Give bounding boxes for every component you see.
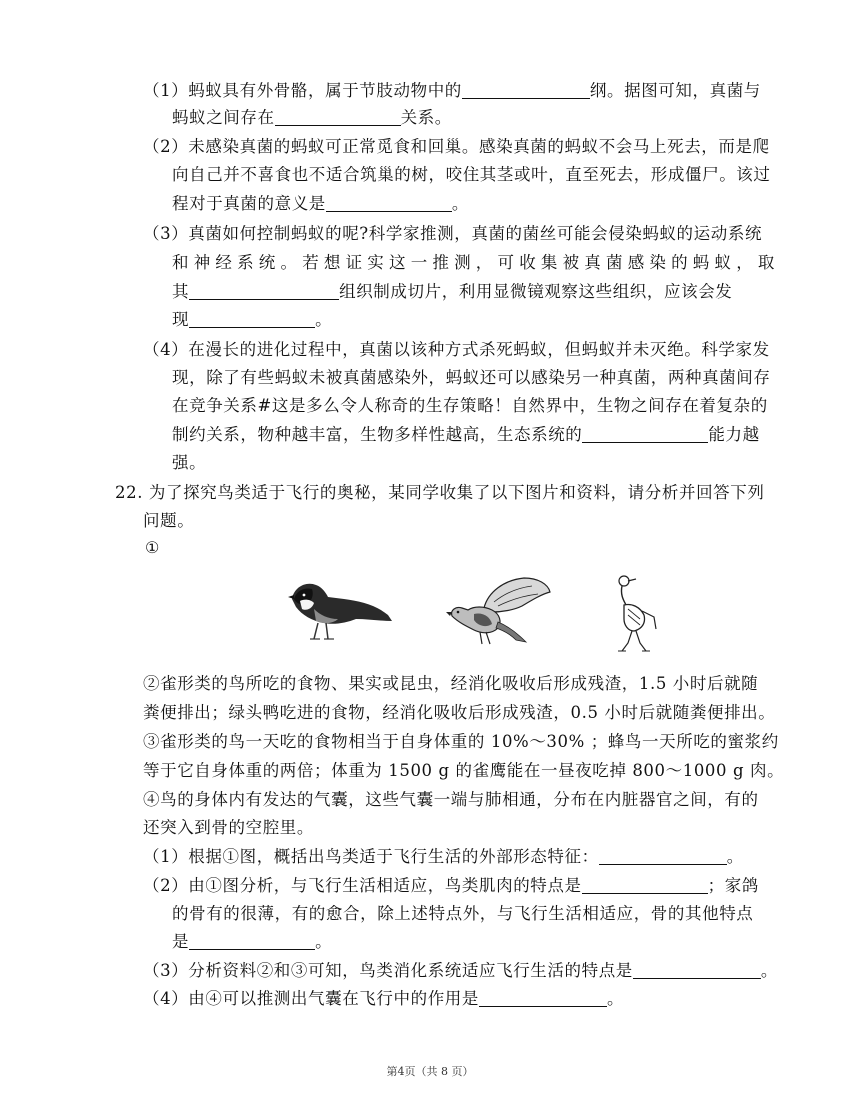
q21-part4-line3: 在竞争关系#这是多么令人称奇的生存策略！自然界中，生物之间存在着复杂的 <box>172 396 768 415</box>
answer-blank[interactable] <box>582 426 708 443</box>
q21-part2-line1: （2）未感染真菌的蚂蚁可正常觅食和回巢。感染真菌的蚂蚁不会马上死去，而是爬 <box>143 137 770 156</box>
answer-blank[interactable] <box>326 195 452 212</box>
songbird-illustration <box>284 575 396 647</box>
q22-stem-line2: 问题。 <box>143 511 195 530</box>
q22-material4-line1: ④鸟的身体内有发达的气囊，这些气囊一端与肺相通，分布在内脏器官之间，有的 <box>143 790 759 809</box>
q22-sub3: （3）分析资料②和③可知，鸟类消化系统适应飞行生活的特点是 。 <box>143 961 779 980</box>
q21-part2-line3: 程对于真菌的意义是 。 <box>172 194 470 213</box>
answer-blank[interactable] <box>479 990 607 1007</box>
q21-part4-line1: （4）在漫长的进化过程中，真菌以该种方式杀死蚂蚁，但蚂蚁并未灭绝。科学家发 <box>143 340 770 359</box>
answer-blank[interactable] <box>189 933 315 950</box>
q22-sub1: （1）根据①图，概括出鸟类适于飞行生活的外部形态特征： 。 <box>143 847 744 866</box>
q21-part3-line4: 现 。 <box>172 310 333 329</box>
q21-part1-line2: 蚂蚁之间存在 关系。 <box>172 108 452 127</box>
q22-material3-line2: 等于它自身体重的两倍；体重为 1500 g 的雀鹰能在一昼夜吃掉 800～1000 g 肉。 <box>143 761 785 780</box>
answer-blank[interactable] <box>189 311 315 328</box>
q22-sub2-line1: （2）由①图分析，与飞行生活相适应，鸟类肌肉的特点是 ；家鸽 <box>143 876 759 895</box>
q22-sub4: （4）由④可以推测出气囊在飞行中的作用是 。 <box>143 989 625 1008</box>
q21-part4-line4: 制约关系，物种越丰富，生物多样性越高，生态系统的 能力越 <box>172 425 760 444</box>
q21-part2-line2: 向自己并不喜食也不适合筑巢的树，咬住其茎或叶，直至死去，形成僵尸。该过 <box>172 165 771 184</box>
q22-material4-line2: 还突入到骨的空腔里。 <box>143 818 314 837</box>
answer-blank[interactable] <box>633 962 761 979</box>
q22-material3-line1: ③雀形类的鸟一天吃的食物相当于自身体重的 10%～30% ；蜂鸟一天所吃的蜜浆约 <box>143 732 779 751</box>
flying-bird-muscle-illustration <box>444 572 552 648</box>
answer-blank[interactable] <box>275 109 401 126</box>
page-footer: 第4页（共 8 页） <box>386 1065 474 1078</box>
answer-blank[interactable] <box>462 82 590 99</box>
q21-part4-line2: 现，除了有些蚂蚁未被真菌感染外，蚂蚁还可以感染另一种真菌，两种真菌间存 <box>172 368 771 387</box>
q21-part4-line5: 强。 <box>172 453 207 472</box>
q21-part3-line3: 其 组织制成切片，利用显微镜观察这些组织，应该会发 <box>172 282 733 301</box>
q22-sub2-line3: 是 。 <box>172 932 333 951</box>
figure-marker: ① <box>145 538 160 557</box>
q21-part1-line1: （1）蚂蚁具有外骨骼，属于节肢动物中的 纲。据图可知，真菌与 <box>143 81 761 100</box>
q21-part3-line1: （3）真菌如何控制蚂蚁的呢?科学家推测，真菌的菌丝可能会侵染蚂蚁的运动系统 <box>143 224 763 243</box>
q22-material2-line2: 粪便排出；绿头鸭吃进的食物，经消化吸收后形成残渣，0.5 小时后就随粪便排出。 <box>143 703 776 722</box>
q22-stem-line1: 22. 为了探究鸟类适于飞行的奥秘，某同学收集了以下图片和资料，请分析并回答下列 <box>115 483 765 502</box>
q21-part3-line2: 和神经系统。若想证实这一推测，可收集被真菌感染的蚂蚁，取 <box>172 253 780 272</box>
answer-blank[interactable] <box>189 283 339 300</box>
bird-skeleton-illustration <box>606 573 662 653</box>
answer-blank[interactable] <box>582 877 708 894</box>
answer-blank[interactable] <box>599 848 727 865</box>
q22-sub2-line2: 的骨有的很薄，有的愈合，除上述特点外，与飞行生活相适应，骨的其他特点 <box>172 904 754 923</box>
q22-material2-line1: ②雀形类的鸟所吃的食物、果实或昆虫，经消化吸收后形成残渣，1.5 小时后就随 <box>143 674 759 693</box>
